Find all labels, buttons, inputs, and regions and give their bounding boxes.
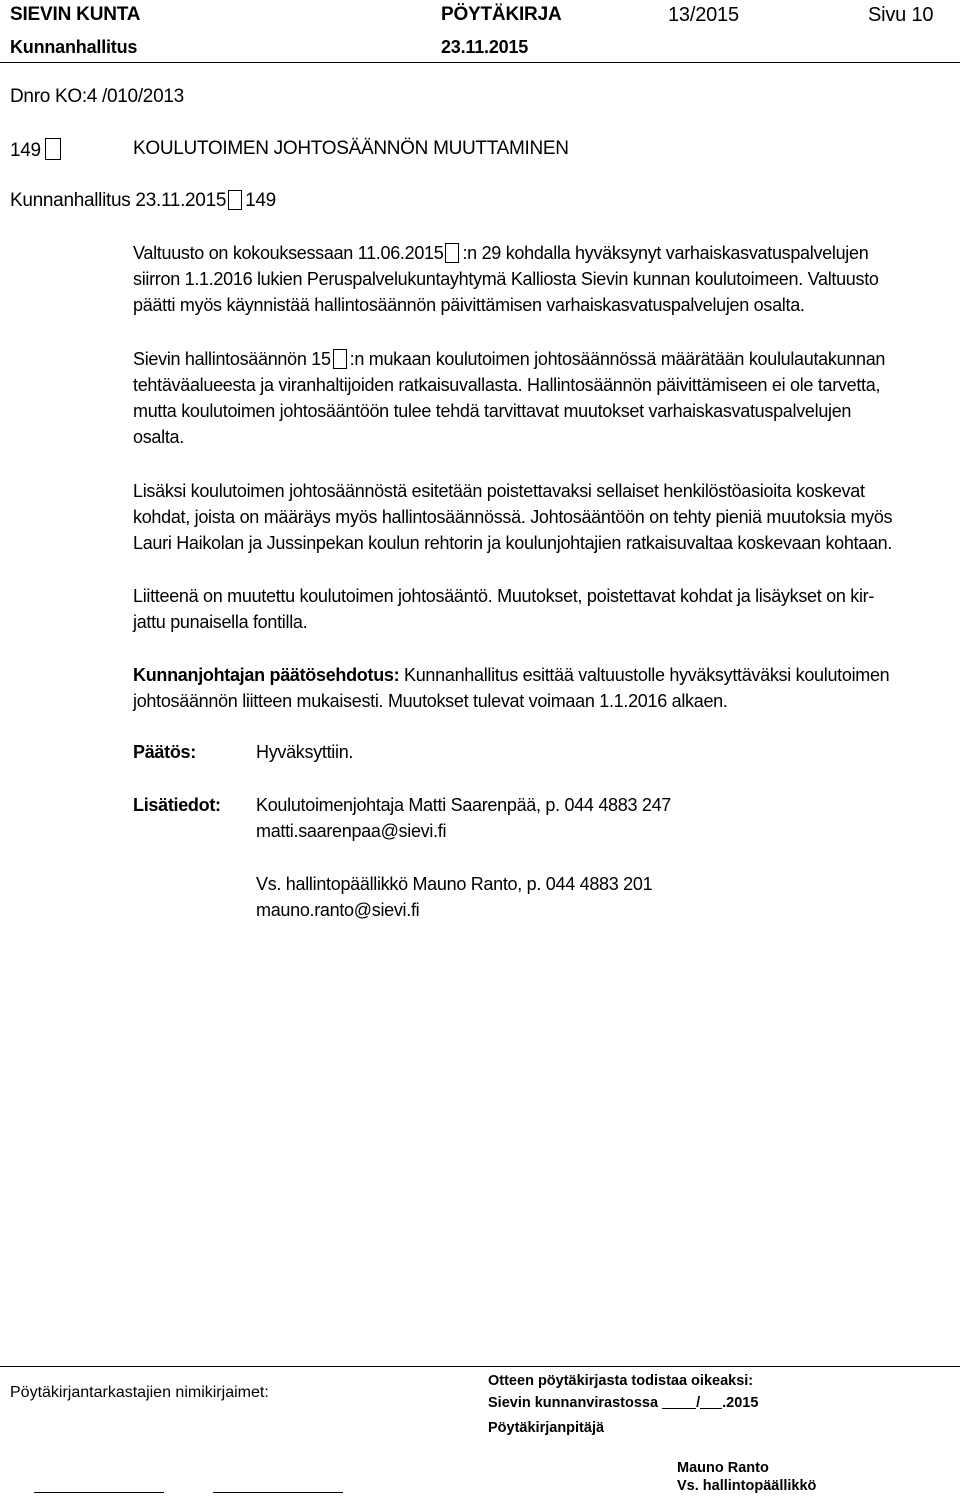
keeper-title: Vs. hallintopäällikkö (677, 1478, 817, 1494)
body-name: Kunnanhallitus (10, 37, 138, 57)
text-span: :n 29 kohdalla hyväksynyt varhaiskasvatuspalvelujen (462, 243, 869, 263)
initials-line-2 (213, 1492, 343, 1493)
paragraph-line: siirron 1.1.2016 lukien Peruspalvelukuntayhtymä Kalliosta Sievin kunnan koulutoimeen. Valtuusto (133, 269, 879, 289)
meeting-reference (10, 190, 276, 212)
text-span: Valtuusto on kokouksessaan 11.06.2015 (133, 243, 444, 263)
paragraph-line: päätti myös käynnistää hallintosäännön päivittämisen varhaiskasvatuspalvelujen osalta. (133, 295, 805, 315)
section-title: KOULUTOIMEN JOHTOSÄÄNNÖN MUUTTAMINEN (133, 138, 569, 159)
doc-number: 13/2015 (668, 4, 739, 26)
paragraph-line: tehtäväalueesta ja viranhaltijoiden ratkaisuvallasta. Hallintosäännön päivittämiseen ei ole tarvetta, (133, 375, 881, 395)
section-heading (10, 138, 65, 162)
contact-1-email[interactable]: matti.saarenpaa@sievi.fi (256, 821, 447, 841)
header-rule (0, 62, 960, 63)
inspectors-label: Pöytäkirjantarkastajien nimikirjaimet: (10, 1384, 269, 1401)
paragraph-line: kohdat, joista on määräys myös hallintosäännössä. Johtosääntöön on tehty pieniä muutoksia myös (133, 507, 893, 527)
proposal-label: Kunnanjohtajan päätösehdotus: (133, 665, 400, 685)
contact-2-name: Vs. hallintopäällikkö Mauno Ranto, p. 044 4883 201 (256, 874, 653, 894)
certify-title: Otteen pöytäkirjasta todistaa oikeaksi: (488, 1373, 754, 1389)
certify-place: Sievin kunnanvirastossa (488, 1395, 659, 1411)
section-sign-icon (445, 243, 459, 263)
meeting-ref-number: 149 (245, 190, 276, 211)
paragraph-line: osalta. (133, 427, 184, 447)
keeper-label: Pöytäkirjanpitäjä (488, 1420, 605, 1436)
proposal-line (133, 665, 889, 686)
certify-place-line (488, 1394, 758, 1411)
info-label: Lisätiedot: (133, 795, 221, 815)
section-number: 149 (10, 140, 41, 161)
footer-rule (0, 1366, 960, 1367)
certify-sep: / (696, 1395, 701, 1411)
section-sign-icon (228, 190, 242, 210)
section-sign-icon (333, 349, 347, 369)
paragraph-line (133, 243, 868, 264)
initials-line-1 (34, 1492, 164, 1493)
month-blank (700, 1394, 722, 1409)
decision-label: Päätös: (133, 742, 196, 762)
text-span: Sievin hallintosäännön 15 (133, 349, 331, 369)
dnro: Dnro KO:4 /010/2013 (10, 86, 184, 107)
contact-2-email[interactable]: mauno.ranto@sievi.fi (256, 900, 420, 920)
meeting-ref-body: Kunnanhallitus 23.11.2015 (10, 190, 227, 211)
day-blank (662, 1394, 696, 1409)
text-span: :n mukaan koulutoimen johtosäännössä määrätään koululautakunnan (349, 349, 886, 369)
section-sign-icon (45, 138, 61, 160)
certify-year: .2015 (722, 1395, 759, 1411)
page-number: Sivu 10 (868, 4, 934, 26)
meeting-date: 23.11.2015 (441, 37, 529, 57)
decision-value: Hyväksyttiin. (256, 742, 354, 762)
paragraph-line: jattu punaisella fontilla. (133, 612, 308, 632)
contact-1-name: Koulutoimenjohtaja Matti Saarenpää, p. 044 4883 247 (256, 795, 672, 815)
proposal-line: johtosäännön liitteen mukaisesti. Muutokset tulevat voimaan 1.1.2016 alkaen. (133, 691, 728, 711)
org-name: SIEVIN KUNTA (10, 4, 141, 25)
proposal-text: Kunnanhallitus esittää valtuustolle hyväksyttäväksi koulutoimen (404, 665, 890, 685)
paragraph-line: Lauri Haikolan ja Jussinpekan koulun rehtorin ja koulunjohtajien ratkaisuvaltaa koskevaan kohtaan. (133, 533, 893, 553)
doc-type: PÖYTÄKIRJA (441, 4, 562, 25)
paragraph-line: mutta koulutoimen johtosääntöön tulee tehdä tarvittavat muutokset varhaiskasvatuspalvelujen (133, 401, 852, 421)
paragraph-line: Lisäksi koulutoimen johtosäännöstä esitetään poistettavaksi sellaiset henkilöstöasioita koskevat (133, 481, 865, 501)
paragraph-line: Liitteenä on muutettu koulutoimen johtosääntö. Muutokset, poistettavat kohdat ja lisäykset on kir- (133, 586, 875, 606)
paragraph-line (133, 349, 885, 370)
keeper-name: Mauno Ranto (677, 1460, 769, 1476)
